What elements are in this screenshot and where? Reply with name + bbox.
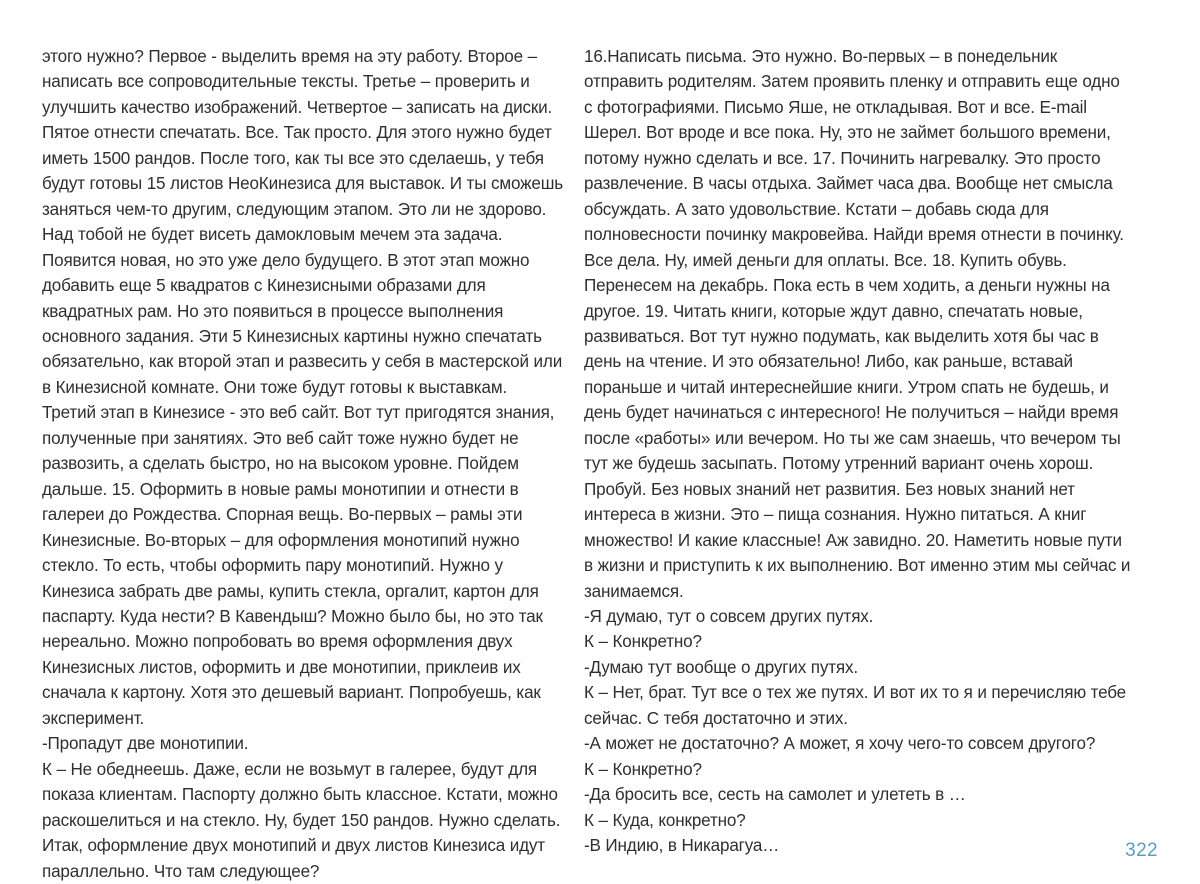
right-text-column [573, 44, 1200, 859]
paragraph: 16.Написать письма. Это нужно. Во-первых – в понедельник отправить родителям. Затем проявить пленку и отправить еще одно с фотографиями. Письмо Яше, не откладывая. Вот и все. E-mail Шерел. Вот вроде и все пока. Ну, это не займет большого времени, потому нужно сделать и все. 17. Починить нагревалку. Это просто развлечение. В часы отдыха. Займет часа два. Вообще нет смысла обсуждать. А зато удовольствие. Кстати – добавь сюда для полновесности починку макровейва. Найди время отнести в починку. Все дела. Ну, имей деньги для оплаты. Все. 18. Купить обувь. Перенесем на декабрь. Пока есть в чем ходить, а деньги нужны на другое. 19. Читать книги, которые ждут давно, спечатать новые, развиваться. Вот тут нужно подумать, как выделить хотя бы час в день на чтение. И это обязательно! Либо, как раньше, вставай пораньше и читай интереснейшие книги. Утром спать не будешь, и день будет начинаться с интересного! Не получиться – найди время после «работы» или вечером. Но ты же сам знаешь, что вечером ты тут же будешь засыпать. Потому утренний вариант очень хорош. Пробуй. Без новых знаний нет развития. Без новых знаний нет интереса в жизни. Это – пища сознания. Нужно питаться. А книг множество! И какие классные! Аж завидно. 20. Наметить новые пути в жизни и приступить к их выполнению. Вот именно этим мы сейчас и занимаемся. [584, 47, 1131, 601]
paragraph: К – Не обеднеешь. Даже, если не возьмут в галерее, будут для показа клиентам. Паспорту должно быть классное. Кстати, можно раскошелиться и на стекло. Ну, будет 150 рандов. Нужно сделать. Итак, оформление двух монотипий и двух листов Кинезиса идут параллельно. Что там следующее? [42, 759, 561, 881]
paragraph: К – Нет, брат. Тут все о тех же путях. И вот их то я и перечисляю тебе сейчас. С тебя достаточно и этих. [584, 683, 1127, 728]
left-text-column [0, 44, 573, 884]
paragraph: К – Куда, конкретно? [584, 810, 746, 830]
paragraph: -Да бросить все, сесть на самолет и улететь в … [584, 785, 966, 805]
paragraph: -Думаю тут вообще о других путях. [584, 657, 858, 677]
paragraph: -В Индию, в Никарагуа… [584, 836, 780, 856]
paragraph: К – Конкретно? [584, 632, 702, 652]
paragraph: -Я думаю, тут о совсем других путях. [584, 606, 874, 626]
paragraph: К – Конкретно? [584, 759, 702, 779]
page-number: 322 [1125, 840, 1158, 861]
paragraph: этого нужно? Первое - выделить время на эту работу. Второе – написать все сопроводительные тексты. Третье – проверить и улучшить качество изображений. Четвертое – записать на диски. Пятое отнести спечатать. Все. Так просто. Для этого нужно будет иметь 1500 рандов. После того, как ты все это сделаешь, у тебя будут готовы 15 листов НеоКинезиса для выставок. И ты сможешь заняться чем-то другим, следующим этапом. Это ли не здорово. Над тобой не будет висеть дамокловым мечем эта задача. Появится новая, но это уже дело будущего. В этот этап можно добавить еще 5 квадратов с Кинезисными образами для квадратных рам. Но это появиться в процессе выполнения основного задания. Эти 5 Кинезисных картины нужно спечатать обязательно, как второй этап и развесить у себя в мастерской или в Кинезисной комнате. Они тоже будут готовы к выставкам. Третий этап в Кинезисе - это веб сайт. Вот тут пригодятся знания, полученные при занятиях. Это веб сайт тоже нужно будет не развозить, а сделать быстро, но на высоком уровне. Пойдем дальше. 15. Оформить в новые рамы монотипии и отнести в галереи до Рождества. Спорная вещь. Во-первых – рамы эти Кинезисные. Во-вторых – для оформления монотипий нужно стекло. То есть, чтобы оформить пару монотипий. Нужно у Кинезиса забрать две рамы, купить стекла, оргалит, картон для паспарту. Куда нести? В Кавендыш? Можно было бы, но это так нереально. Можно попробовать во время оформления двух Кинезисных листов, оформить и две монотипии, приклеив их сначала к картону. Хотя это дешевый вариант. Попробуешь, как эксперимент. [42, 47, 563, 728]
paragraph: -Пропадут две монотипии. [42, 734, 249, 754]
right-column-text-block [584, 44, 1132, 859]
two-column-text-body [0, 44, 1200, 884]
paragraph: -А может не достаточно? А может, я хочу чего-то совсем другого? [584, 734, 1096, 754]
